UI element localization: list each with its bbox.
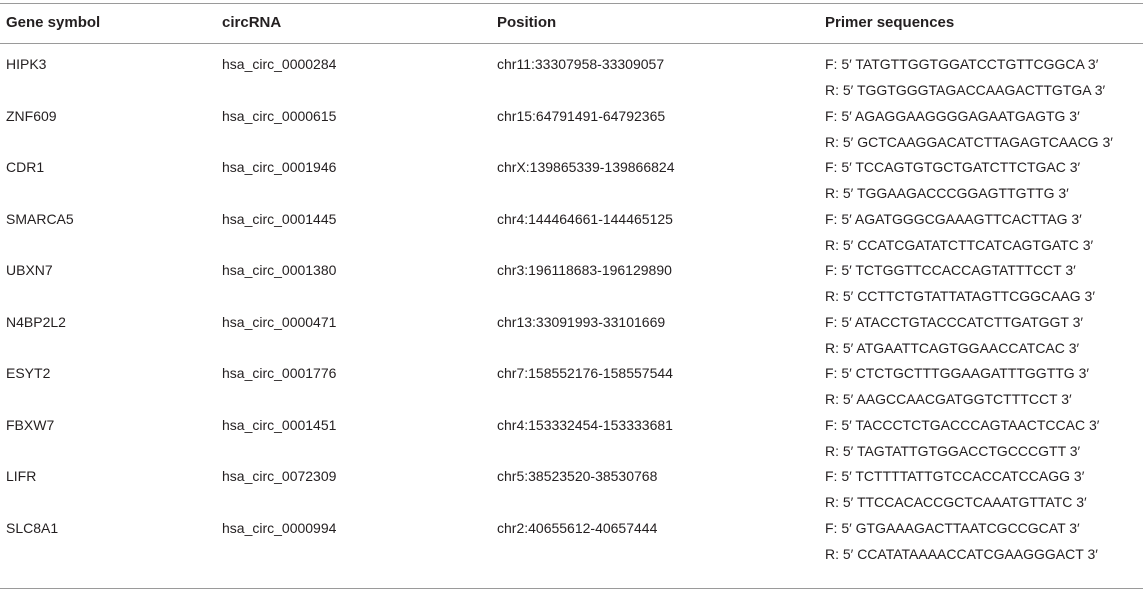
table-row bbox=[0, 104, 1143, 156]
gene-symbol-cell: UBXN7 bbox=[6, 262, 53, 278]
reverse-primer-cell: R: 5′ TAGTATTGTGGACCTGCCCGTT 3′ bbox=[825, 442, 1081, 459]
gene-symbol-cell: N4BP2L2 bbox=[6, 313, 66, 330]
forward-primer-cell: F: 5′ TCCAGTGTGCTGATCTTCTGAC 3′ bbox=[825, 159, 1081, 175]
reverse-primer-cell: R: 5′ CCATATAAAACCATCGAAGGGACT 3′ bbox=[825, 545, 1098, 562]
reverse-primer-cell: R: 5′ GCTCAAGGACATCTTAGAGTCAACG 3′ bbox=[825, 133, 1113, 150]
reverse-primer-cell: R: 5′ TTCCACACCGCTCAAATGTTATC 3′ bbox=[825, 494, 1087, 510]
header-primer-sequences: Primer sequences bbox=[825, 14, 955, 31]
header-gene-symbol: Gene symbol bbox=[6, 14, 101, 31]
position-cell: chr4:153332454-153333681 bbox=[497, 416, 673, 433]
forward-primer-cell: F: 5′ TCTGGTTCCACCAGTATTTCCT 3′ bbox=[825, 262, 1076, 278]
table-header bbox=[0, 4, 1143, 43]
table-row bbox=[0, 361, 1143, 413]
table-row bbox=[0, 52, 1143, 104]
forward-primer-cell: F: 5′ TCTTTTATTGTCCACCATCCAGG 3′ bbox=[825, 468, 1085, 484]
forward-primer-cell: F: 5′ AGAGGAAGGGGAGAATGAGTG 3′ bbox=[825, 107, 1080, 124]
circrna-cell: hsa_circ_0001445 bbox=[222, 210, 337, 227]
circrna-cell: hsa_circ_0072309 bbox=[222, 468, 337, 484]
circrna-cell: hsa_circ_0001451 bbox=[222, 416, 337, 433]
gene-symbol-cell: FBXW7 bbox=[6, 416, 55, 433]
header-circrna: circRNA bbox=[222, 14, 282, 31]
table-row bbox=[0, 310, 1143, 362]
gene-symbol-cell: HIPK3 bbox=[6, 56, 47, 72]
gene-symbol-cell: SMARCA5 bbox=[6, 210, 74, 227]
forward-primer-cell: F: 5′ ATACCTGTACCCATCTTGATGGT 3′ bbox=[825, 313, 1084, 330]
table-body bbox=[0, 52, 1143, 567]
forward-primer-cell: F: 5′ CTCTGCTTTGGAAGATTTGGTTG 3′ bbox=[825, 365, 1089, 381]
reverse-primer-cell: R: 5′ TGGTGGGTAGACCAAGACTTGTGA 3′ bbox=[825, 82, 1106, 98]
position-cell: chr5:38523520-38530768 bbox=[497, 468, 658, 484]
position-cell: chr4:144464661-144465125 bbox=[497, 210, 673, 227]
table-row bbox=[0, 258, 1143, 310]
circrna-cell: hsa_circ_0001380 bbox=[222, 262, 337, 278]
forward-primer-cell: F: 5′ GTGAAAGACTTAATCGCCGCAT 3′ bbox=[825, 519, 1080, 536]
table-row bbox=[0, 516, 1143, 568]
reverse-primer-cell: R: 5′ CCATCGATATCTTCATCAGTGATC 3′ bbox=[825, 236, 1094, 253]
position-cell: chr7:158552176-158557544 bbox=[497, 365, 673, 381]
gene-symbol-cell: CDR1 bbox=[6, 159, 45, 175]
circrna-cell: hsa_circ_0001946 bbox=[222, 159, 337, 175]
position-cell: chr13:33091993-33101669 bbox=[497, 313, 666, 330]
table-bottom-rule bbox=[0, 588, 1143, 589]
position-cell: chr15:64791491-64792365 bbox=[497, 107, 666, 124]
reverse-primer-cell: R: 5′ AAGCCAACGATGGTCTTTCCT 3′ bbox=[825, 391, 1072, 407]
reverse-primer-cell: R: 5′ ATGAATTCAGTGGAACCATCAC 3′ bbox=[825, 339, 1080, 356]
gene-symbol-cell: SLC8A1 bbox=[6, 519, 59, 536]
table-row bbox=[0, 207, 1143, 259]
circrna-cell: hsa_circ_0000994 bbox=[222, 519, 337, 536]
circrna-cell: hsa_circ_0001776 bbox=[222, 365, 337, 381]
gene-symbol-cell: ZNF609 bbox=[6, 107, 57, 124]
reverse-primer-cell: R: 5′ CCTTCTGTATTATAGTTCGGCAAG 3′ bbox=[825, 288, 1095, 304]
forward-primer-cell: F: 5′ TATGTTGGTGGATCCTGTTCGGCA 3′ bbox=[825, 56, 1099, 72]
forward-primer-cell: F: 5′ TACCCTCTGACCCAGTAACTCCAC 3′ bbox=[825, 416, 1100, 433]
forward-primer-cell: F: 5′ AGATGGGCGAAAGTTCACTTAG 3′ bbox=[825, 210, 1082, 227]
position-cell: chr3:196118683-196129890 bbox=[497, 262, 672, 278]
table-row bbox=[0, 413, 1143, 465]
circrna-cell: hsa_circ_0000615 bbox=[222, 107, 337, 124]
gene-symbol-cell: LIFR bbox=[6, 468, 37, 484]
header-position: Position bbox=[497, 14, 557, 31]
position-cell: chrX:139865339-139866824 bbox=[497, 159, 675, 175]
position-cell: chr11:33307958-33309057 bbox=[497, 56, 665, 72]
position-cell: chr2:40655612-40657444 bbox=[497, 519, 658, 536]
gene-symbol-cell: ESYT2 bbox=[6, 365, 51, 381]
reverse-primer-cell: R: 5′ TGGAAGACCCGGAGTTGTTG 3′ bbox=[825, 185, 1069, 201]
table-row bbox=[0, 155, 1143, 207]
circrna-cell: hsa_circ_0000284 bbox=[222, 56, 337, 72]
header-rule bbox=[0, 43, 1143, 44]
table-row bbox=[0, 464, 1143, 516]
circrna-cell: hsa_circ_0000471 bbox=[222, 313, 337, 330]
